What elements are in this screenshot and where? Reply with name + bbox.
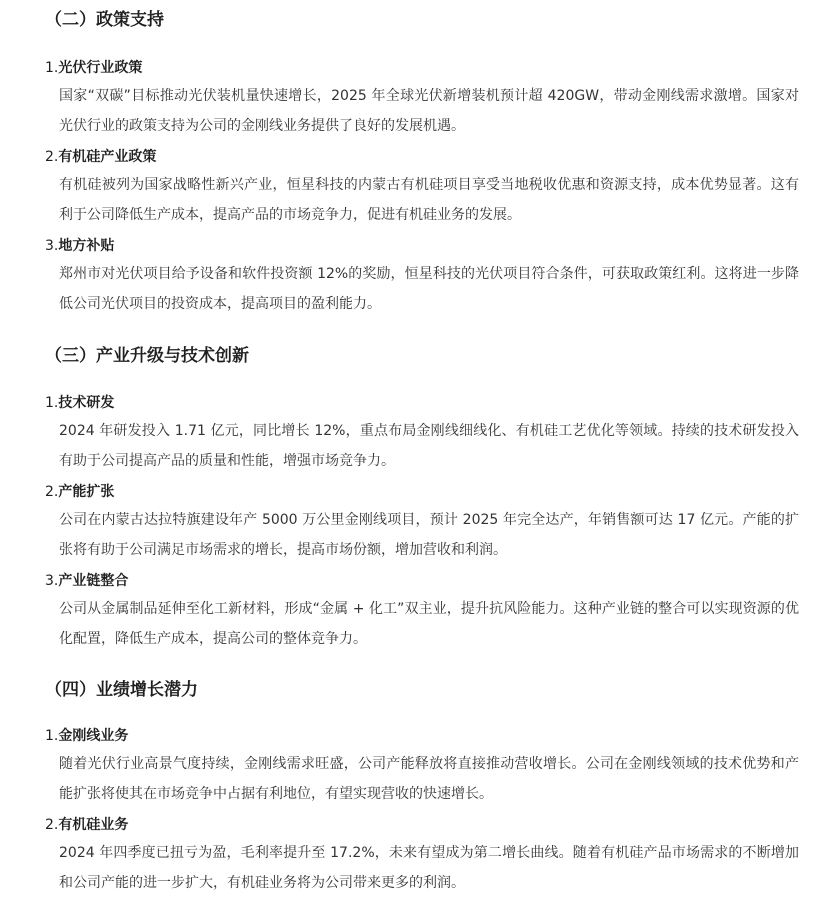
item-heading bbox=[45, 815, 825, 835]
item-body: 随着光伏行业高景气度持续，金刚线需求旺盛，公司产能释放将直接推动营收增长。公司在金刚线领域的技术优势和产能扩张将使其在市场竞争中占据有利地位，有望实现营收的快速增长。 bbox=[59, 756, 799, 802]
list-item bbox=[45, 236, 825, 319]
item-heading bbox=[45, 726, 825, 746]
section-policy-support bbox=[45, 0, 825, 319]
item-body: 国家“双碳”目标推动光伏装机量快速增长，2025 年全球光伏新增装机预计超 420GW，带动金刚线需求激增。国家对光伏行业的政策支持为公司的金刚线业务提供了良好的发展机遇。 bbox=[59, 88, 799, 134]
item-number: 2. bbox=[45, 484, 59, 500]
item-title: 有机硅产业政策 bbox=[58, 149, 157, 165]
section-heading: （二）政策支持 bbox=[45, 10, 164, 30]
item-number: 1. bbox=[45, 728, 59, 744]
section-heading: （四）业绩增长潜力 bbox=[45, 680, 198, 700]
item-title: 有机硅业务 bbox=[58, 817, 129, 833]
item-title: 技术研发 bbox=[58, 395, 115, 411]
item-title: 产业链整合 bbox=[58, 573, 129, 589]
item-number: 1. bbox=[45, 395, 59, 411]
item-number: 2. bbox=[45, 817, 59, 833]
item-body: 2024 年四季度已扭亏为盈，毛利率提升至 17.2%，未来有望成为第二增长曲线。随着有机硅产品市场需求的不断增加和公司产能的进一步扩大，有机硅业务将为公司带来更多的利润。 bbox=[59, 845, 799, 891]
section-heading: （三）产业升级与技术创新 bbox=[45, 346, 249, 366]
list-item bbox=[45, 393, 825, 476]
list-item bbox=[45, 815, 825, 898]
item-body: 郑州市对光伏项目给予设备和软件投资额 12%的奖励，恒星科技的光伏项目符合条件，可获取政策红利。这将进一步降低公司光伏项目的投资成本，提高项目的盈利能力。 bbox=[59, 266, 799, 312]
list-item bbox=[45, 482, 825, 565]
item-heading bbox=[45, 147, 825, 167]
item-number: 2. bbox=[45, 149, 59, 165]
item-body: 公司从金属制品延伸至化工新材料，形成“金属 + 化工”双主业，提升抗风险能力。这种产业链的整合可以实现资源的优化配置，降低生产成本，提高公司的整体竞争力。 bbox=[59, 601, 799, 647]
item-body: 2024 年研发投入 1.71 亿元，同比增长 12%，重点布局金刚线细线化、有机硅工艺优化等领域。持续的技术研发投入有助于公司提高产品的质量和性能，增强市场竞争力。 bbox=[59, 423, 799, 469]
item-heading bbox=[45, 482, 825, 502]
list-item bbox=[45, 58, 825, 141]
list-item bbox=[45, 147, 825, 230]
item-title: 产能扩张 bbox=[58, 484, 115, 500]
section-industry-upgrade bbox=[45, 343, 825, 654]
item-heading bbox=[45, 236, 825, 256]
item-heading bbox=[45, 393, 825, 413]
list-item bbox=[45, 726, 825, 809]
item-title: 光伏行业政策 bbox=[58, 60, 143, 76]
item-body: 有机硅被列为国家战略性新兴产业，恒星科技的内蒙古有机硅项目享受当地税收优惠和资源支持，成本优势显著。这有利于公司降低生产成本，提高产品的市场竞争力，促进有机硅业务的发展。 bbox=[59, 177, 799, 223]
item-body: 公司在内蒙古达拉特旗建设年产 5000 万公里金刚线项目，预计 2025 年完全达产，年销售额可达 17 亿元。产能的扩张将有助于公司满足市场需求的增长，提高市场份额，增加营收和利润。 bbox=[59, 512, 799, 558]
item-heading bbox=[45, 58, 825, 78]
item-title: 地方补贴 bbox=[58, 238, 115, 254]
item-number: 3. bbox=[45, 573, 59, 589]
item-heading bbox=[45, 571, 825, 591]
item-title: 金刚线业务 bbox=[58, 728, 129, 744]
list-item bbox=[45, 571, 825, 654]
item-number: 3. bbox=[45, 238, 59, 254]
item-number: 1. bbox=[45, 60, 59, 76]
section-growth-potential bbox=[45, 677, 825, 898]
